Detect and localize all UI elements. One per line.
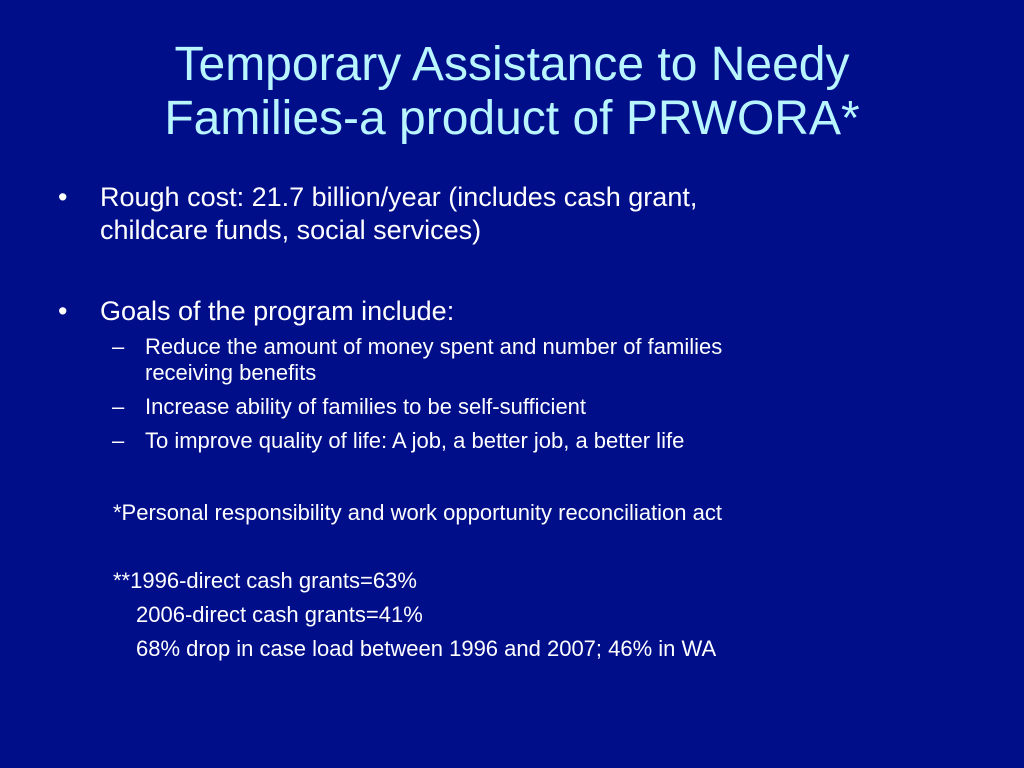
bullet-marker: • bbox=[58, 182, 68, 212]
sub-bullet-quality-of-life bbox=[56, 428, 956, 454]
bullet-marker: • bbox=[58, 296, 68, 326]
bullet-text-line: Rough cost: 21.7 billion/year (includes cash grant, bbox=[100, 182, 698, 212]
sub-bullet-text-line: Increase ability of families to be self-sufficient bbox=[145, 394, 587, 419]
bullet-goals bbox=[56, 295, 956, 328]
sub-bullet-marker: – bbox=[112, 394, 125, 419]
sub-bullet-text-line: Reduce the amount of money spent and number of families bbox=[145, 334, 723, 359]
bullet-text-line: childcare funds, social services) bbox=[100, 215, 482, 245]
sub-bullet-self-sufficiency bbox=[56, 394, 956, 420]
footnote-stats bbox=[56, 564, 956, 666]
footnote-acronym: *Personal responsibility and work opportunity reconciliation act bbox=[113, 500, 722, 525]
bullet-rough-cost bbox=[56, 181, 956, 247]
sub-bullet-text-line: receiving benefits bbox=[145, 360, 317, 385]
slide-body bbox=[56, 181, 956, 666]
sub-bullet-marker: – bbox=[112, 428, 125, 453]
sub-bullet-text-line: To improve quality of life: A job, a better job, a better life bbox=[145, 428, 685, 453]
bullet-text-line: Goals of the program include: bbox=[100, 296, 455, 326]
sub-bullet-marker: – bbox=[112, 334, 125, 359]
footnote-stat-line: 2006-direct cash grants=41% bbox=[136, 602, 423, 627]
title-line-1: Temporary Assistance to Needy bbox=[174, 38, 850, 91]
slide-title bbox=[0, 38, 1024, 146]
footnote-stat-line: 68% drop in case load between 1996 and 2007; 46% in WA bbox=[136, 636, 717, 661]
sub-bullet-reduce-spending bbox=[56, 334, 956, 386]
title-line-2: Families-a product of PRWORA* bbox=[164, 92, 860, 145]
footnote-stat-line: **1996-direct cash grants=63% bbox=[113, 568, 417, 593]
